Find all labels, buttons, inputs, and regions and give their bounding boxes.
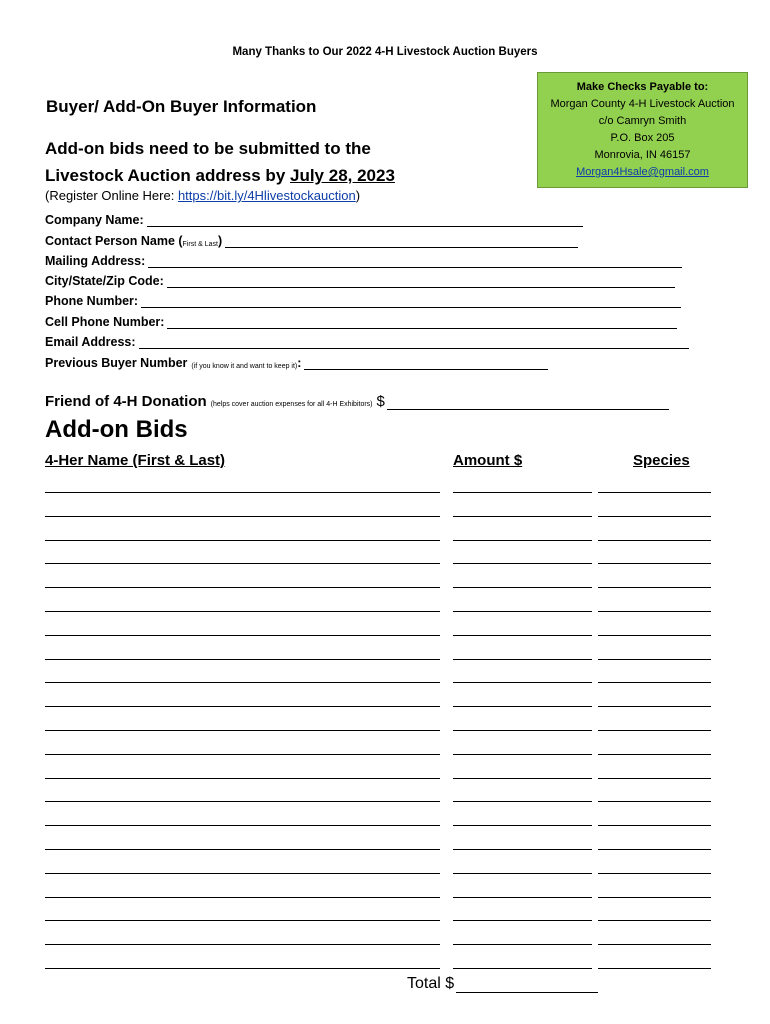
- addon-bid-row: [45, 791, 715, 803]
- payable-email-link[interactable]: Morgan4Hsale@gmail.com: [576, 166, 709, 178]
- mailing-address-label: Mailing Address:: [45, 254, 146, 268]
- bid-name-input[interactable]: [45, 863, 440, 874]
- bid-name-input[interactable]: [45, 768, 440, 779]
- bid-amount-input[interactable]: [453, 601, 592, 612]
- bid-species-input[interactable]: [598, 506, 711, 517]
- previous-buyer-note: (if you know it and want to keep it): [191, 363, 298, 370]
- bid-species-input[interactable]: [598, 577, 711, 588]
- bid-amount-input[interactable]: [453, 506, 592, 517]
- bid-amount-input[interactable]: [453, 958, 592, 969]
- previous-buyer-input[interactable]: [304, 355, 548, 370]
- register-suffix: ): [355, 188, 361, 203]
- bid-species-input[interactable]: [598, 696, 711, 707]
- bid-name-input[interactable]: [45, 839, 440, 850]
- addon-bid-row: [45, 672, 715, 684]
- bid-name-input[interactable]: [45, 625, 440, 636]
- bid-name-input[interactable]: [45, 482, 440, 493]
- mailing-address-field: [45, 248, 682, 268]
- bid-species-input[interactable]: [598, 720, 711, 731]
- register-prefix: (Register Online Here:: [45, 188, 178, 203]
- company-name-field: [45, 207, 583, 227]
- addon-bid-row: [45, 768, 715, 780]
- bid-name-input[interactable]: [45, 577, 440, 588]
- bid-amount-input[interactable]: [453, 910, 592, 921]
- bid-name-input[interactable]: [45, 530, 440, 541]
- bid-amount-input[interactable]: [453, 553, 592, 564]
- bid-species-input[interactable]: [598, 934, 711, 945]
- col-header-amount: Amount $: [453, 452, 523, 469]
- payable-org: Morgan County 4-H Livestock Auction: [550, 98, 735, 110]
- bid-amount-input[interactable]: [453, 887, 592, 898]
- contact-person-label: Contact Person Name (: [45, 234, 183, 248]
- contact-person-close: ): [217, 234, 223, 248]
- donation-dollar: $: [376, 393, 385, 410]
- addon-bid-row: [45, 506, 715, 518]
- total-amount-input[interactable]: [456, 976, 598, 993]
- bid-species-input[interactable]: [598, 601, 711, 612]
- contact-person-input[interactable]: [225, 233, 578, 248]
- addon-bid-row: [45, 910, 715, 922]
- addon-bid-row: [45, 887, 715, 899]
- addon-bid-row: [45, 482, 715, 494]
- bid-amount-input[interactable]: [453, 530, 592, 541]
- bid-amount-input[interactable]: [453, 744, 592, 755]
- bid-amount-input[interactable]: [453, 791, 592, 802]
- addon-bid-row: [45, 649, 715, 661]
- addon-bid-row: [45, 815, 715, 827]
- company-name-input[interactable]: [147, 212, 583, 227]
- cell-phone-input[interactable]: [167, 314, 677, 329]
- notice-line-2-prefix: Livestock Auction address by: [45, 166, 290, 185]
- bid-amount-input[interactable]: [453, 672, 592, 683]
- bid-species-input[interactable]: [598, 672, 711, 683]
- bid-species-input[interactable]: [598, 482, 711, 493]
- donation-amount-input[interactable]: [387, 392, 669, 410]
- bid-amount-input[interactable]: [453, 768, 592, 779]
- bid-species-input[interactable]: [598, 649, 711, 660]
- bid-amount-input[interactable]: [453, 815, 592, 826]
- bid-name-input[interactable]: [45, 910, 440, 921]
- contact-person-field: [45, 228, 578, 248]
- bid-species-input[interactable]: [598, 744, 711, 755]
- notice-line-1: Add-on bids need to be submitted to the: [45, 139, 371, 158]
- bid-species-input[interactable]: [598, 887, 711, 898]
- bid-amount-input[interactable]: [453, 863, 592, 874]
- bid-species-input[interactable]: [598, 958, 711, 969]
- email-address-input[interactable]: [139, 334, 689, 349]
- bid-species-input[interactable]: [598, 839, 711, 850]
- total-label: Total $: [407, 975, 455, 992]
- payable-heading: Make Checks Payable to:: [576, 81, 709, 93]
- previous-buyer-field: [45, 350, 548, 370]
- addon-bid-row: [45, 958, 715, 970]
- page-header-title: Many Thanks to Our 2022 4-H Livestock Auction Buyers: [232, 46, 538, 58]
- addon-bid-row: [45, 839, 715, 851]
- city-state-zip-input[interactable]: [167, 273, 675, 288]
- bid-name-input[interactable]: [45, 720, 440, 731]
- email-address-label: Email Address:: [45, 335, 136, 349]
- bid-amount-input[interactable]: [453, 649, 592, 660]
- bid-amount-input[interactable]: [453, 577, 592, 588]
- phone-number-field: [45, 288, 681, 308]
- bid-name-input[interactable]: [45, 601, 440, 612]
- bid-amount-input[interactable]: [453, 934, 592, 945]
- register-link[interactable]: https://bit.ly/4Hlivestockauction: [177, 188, 356, 203]
- bid-name-input[interactable]: [45, 672, 440, 683]
- donation-label: Friend of 4-H Donation: [45, 393, 207, 410]
- bid-amount-input[interactable]: [453, 625, 592, 636]
- col-header-name: 4-Her Name (First & Last): [45, 452, 226, 469]
- city-state-zip-field: [45, 268, 675, 288]
- bid-name-input[interactable]: [45, 649, 440, 660]
- bid-name-input[interactable]: [45, 934, 440, 945]
- mailing-address-input[interactable]: [148, 253, 682, 268]
- addon-bid-row: [45, 625, 715, 637]
- bid-name-input[interactable]: [45, 553, 440, 564]
- addon-bid-row: [45, 863, 715, 875]
- city-state-zip-label: City/State/Zip Code:: [45, 274, 164, 288]
- bid-species-input[interactable]: [598, 625, 711, 636]
- addon-bid-row: [45, 744, 715, 756]
- addon-bid-row: [45, 934, 715, 946]
- total-field: [407, 975, 598, 993]
- previous-buyer-colon: :: [297, 356, 302, 370]
- bid-name-input[interactable]: [45, 958, 440, 969]
- payable-co: c/o Camryn Smith: [598, 115, 687, 127]
- previous-buyer-label: Previous Buyer Number: [45, 356, 188, 370]
- bid-species-input[interactable]: [598, 530, 711, 541]
- bid-name-input[interactable]: [45, 696, 440, 707]
- addon-bid-row: [45, 530, 715, 542]
- bid-amount-input[interactable]: [453, 720, 592, 731]
- notice-deadline-date: July 28, 2023: [290, 166, 395, 185]
- bid-species-input[interactable]: [598, 768, 711, 779]
- donation-note: (helps cover auction expenses for all 4-H Exhibitors): [210, 401, 373, 408]
- bid-amount-input[interactable]: [453, 839, 592, 850]
- notice-line-2: [45, 162, 395, 189]
- addon-bid-row: [45, 553, 715, 565]
- addon-bid-row: [45, 720, 715, 732]
- addon-bid-row: [45, 601, 715, 613]
- bid-amount-input[interactable]: [453, 482, 592, 493]
- email-address-field: [45, 329, 689, 349]
- bid-species-input[interactable]: [598, 863, 711, 874]
- buyer-info-title: Buyer/ Add-On Buyer Information: [46, 97, 317, 116]
- bid-name-input[interactable]: [45, 887, 440, 898]
- cell-phone-field: [45, 309, 677, 329]
- addon-bid-row: [45, 577, 715, 589]
- company-name-label: Company Name:: [45, 213, 144, 227]
- bid-name-input[interactable]: [45, 506, 440, 517]
- bid-species-input[interactable]: [598, 553, 711, 564]
- payable-info-box: [537, 72, 748, 188]
- bid-amount-input[interactable]: [453, 696, 592, 707]
- col-header-species: Species: [633, 452, 690, 469]
- bid-name-input[interactable]: [45, 791, 440, 802]
- submission-notice: [45, 135, 395, 189]
- payable-city: Monrovia, IN 46157: [594, 149, 691, 161]
- addon-bids-title: Add-on Bids: [45, 416, 188, 443]
- bid-name-input[interactable]: [45, 815, 440, 826]
- bid-species-input[interactable]: [598, 791, 711, 802]
- register-online: [45, 188, 360, 203]
- bid-species-input[interactable]: [598, 815, 711, 826]
- bid-species-input[interactable]: [598, 910, 711, 921]
- bid-name-input[interactable]: [45, 744, 440, 755]
- phone-number-label: Phone Number:: [45, 294, 139, 308]
- addon-bid-row: [45, 696, 715, 708]
- payable-box: P.O. Box 205: [610, 132, 675, 144]
- cell-phone-label: Cell Phone Number:: [45, 315, 165, 329]
- donation-field: [45, 392, 669, 410]
- phone-number-input[interactable]: [141, 293, 681, 308]
- contact-person-note: First & Last: [182, 241, 218, 248]
